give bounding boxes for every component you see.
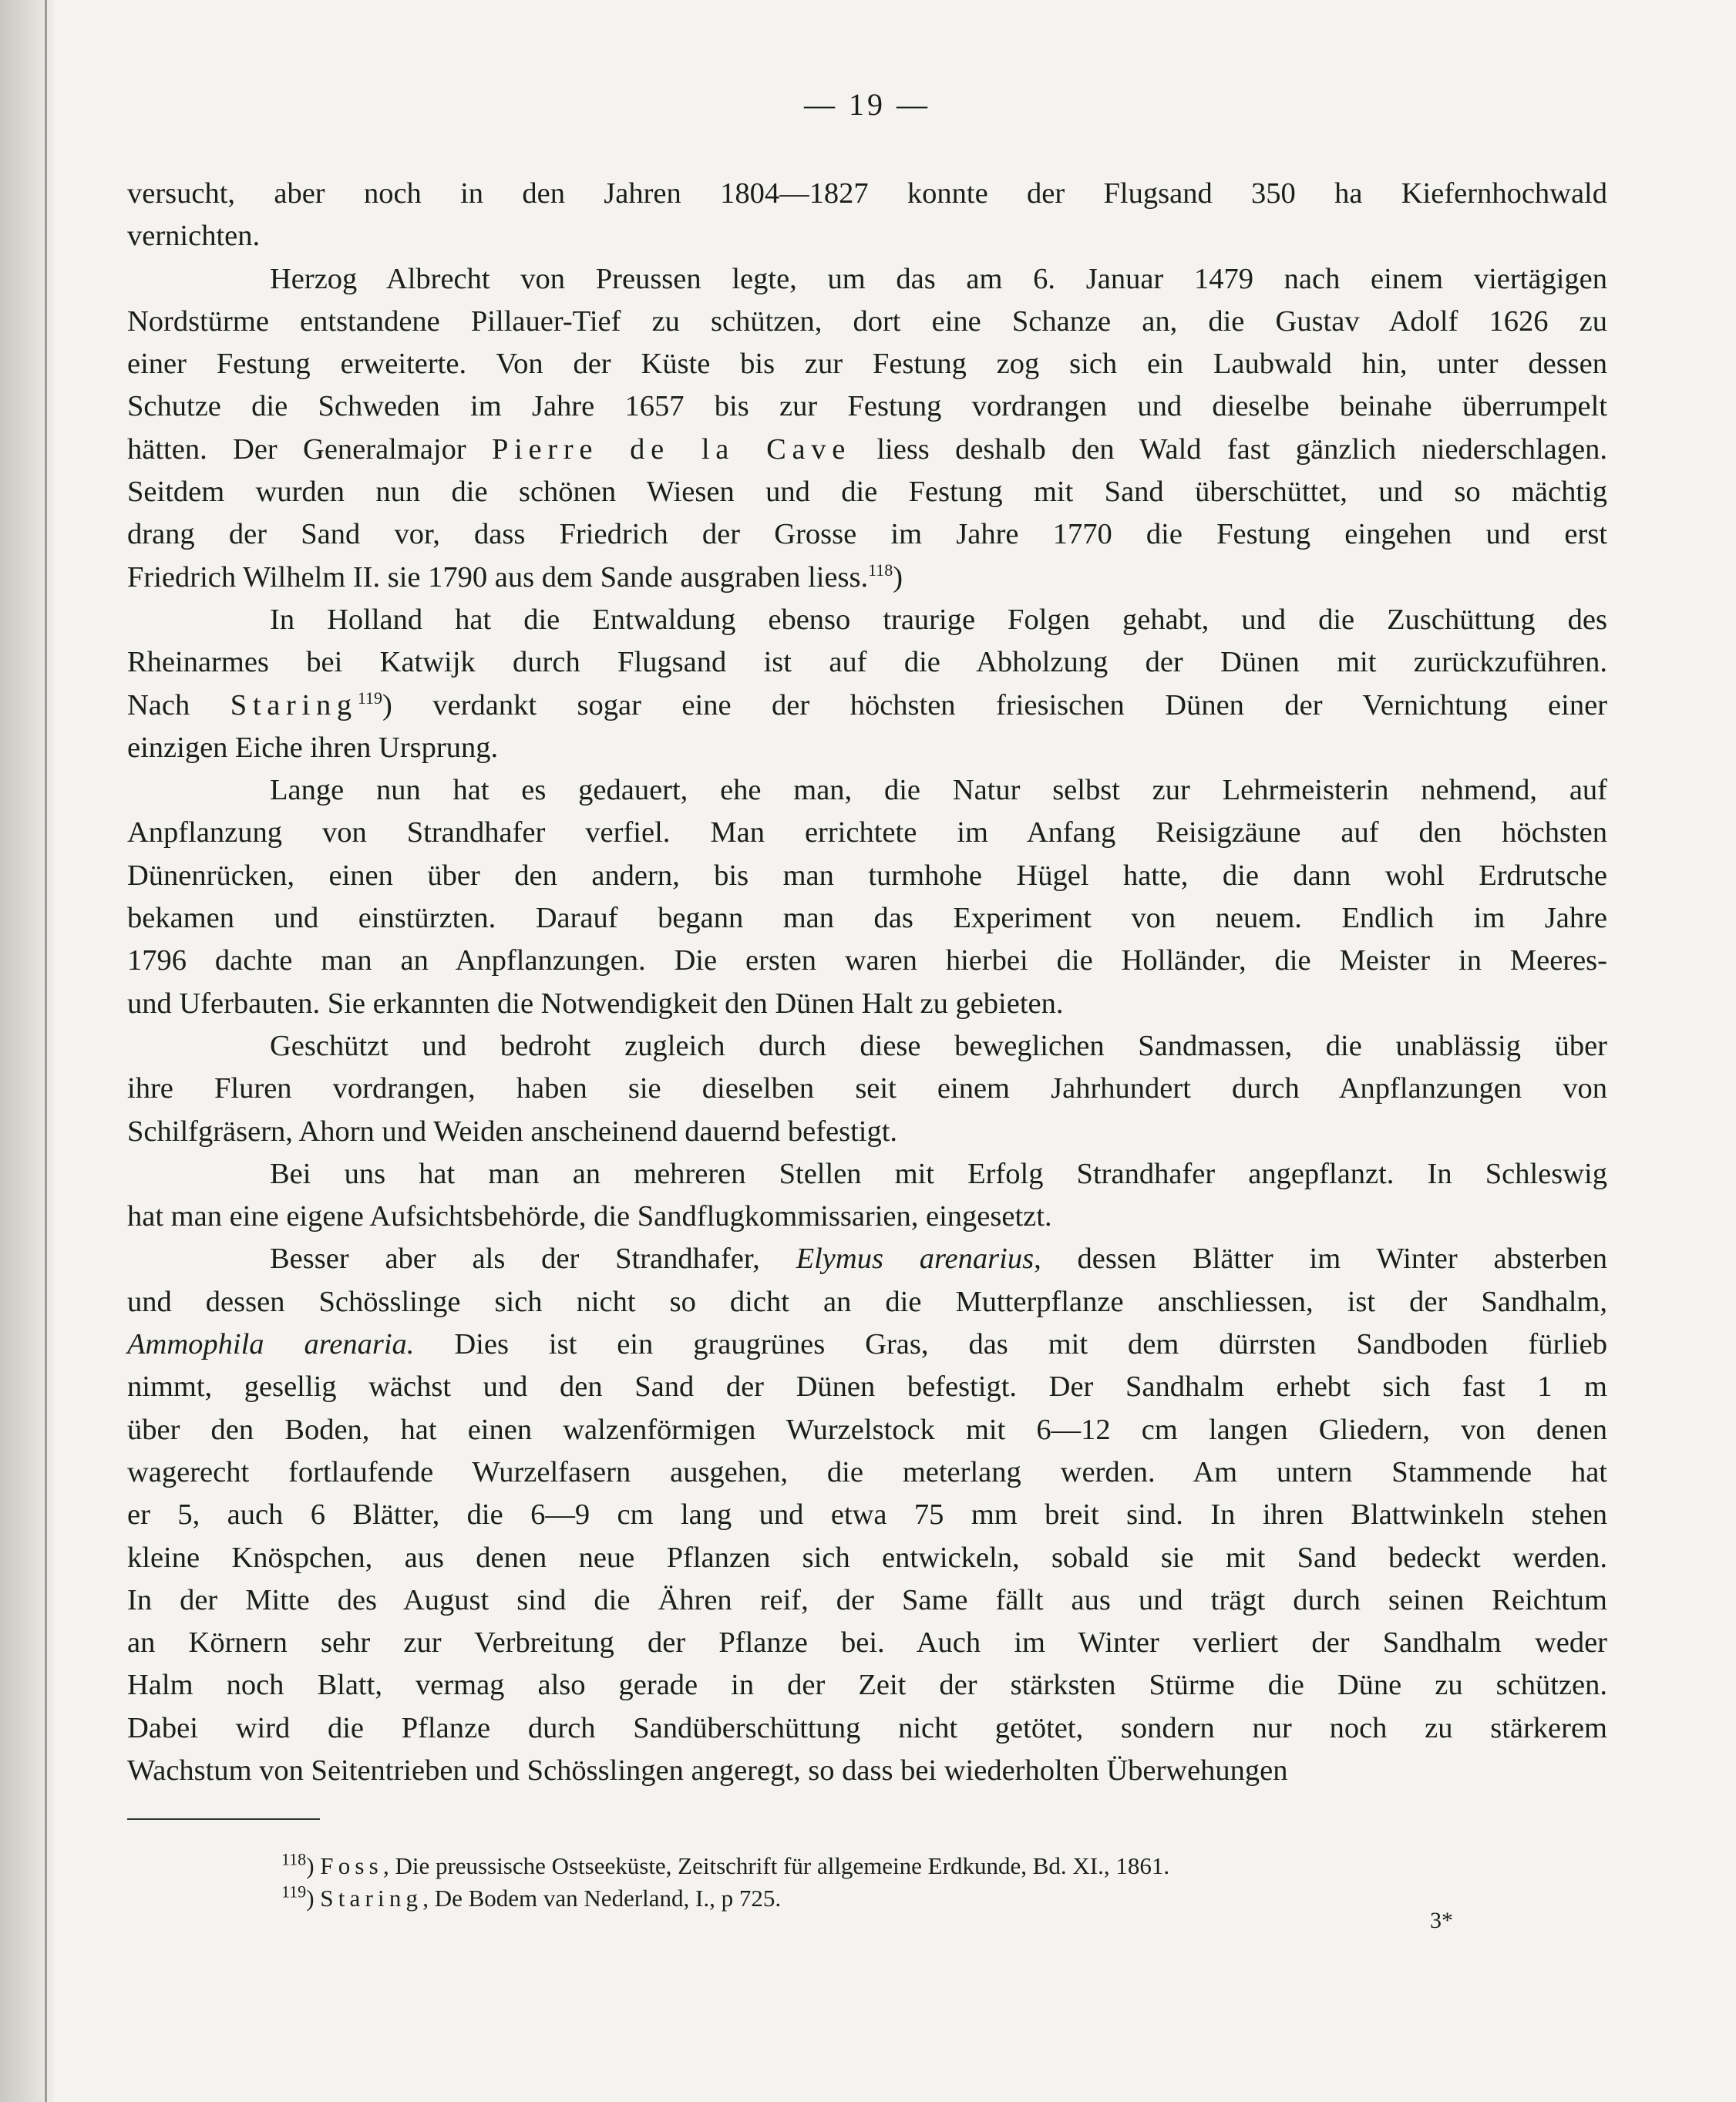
text-line: und Uferbauten. Sie erkannten die Notwendigkeit den Dünen Halt zu gebieten. bbox=[127, 987, 1064, 1020]
footnote: $^{118}$) Foss, Die preussische Ostseeküste, Zeitschrift für allgemeine Erdkunde, Bd. XI., 1861. bbox=[281, 1849, 1170, 1879]
signature-mark: 3* bbox=[1430, 1908, 1453, 1933]
footnote-author: Foss bbox=[320, 1852, 383, 1879]
footnote-ref: 118 bbox=[868, 560, 893, 580]
text-line: Schilfgräsern, Ahorn und Weiden anscheinend dauernd befestigt. bbox=[127, 1115, 898, 1148]
text-line: wagerecht fortlaufende Wurzelfasern ausgehen, die meterlang werden. Am untern Stammende hat bbox=[127, 1455, 1607, 1488]
text-line: Wachstum von Seitentrieben und Schösslingen angeregt, so dass bei wiederholten Überwehungen bbox=[127, 1754, 1288, 1787]
footnote-author: Staring bbox=[320, 1885, 423, 1912]
text-line: drang der Sand vor, dass Friedrich der Grosse im Jahre 1770 die Festung eingehen und erst bbox=[127, 518, 1607, 551]
text-line: Halm noch Blatt, vermag also gerade in der Zeit der stärksten Stürme die Düne zu schützen. bbox=[127, 1669, 1607, 1702]
text-segment: Besser aber als der Strandhafer, bbox=[270, 1243, 796, 1276]
text-line: Herzog Albrecht von Preussen legte, um das am 6. Januar 1479 nach einem viertägigen bbox=[270, 262, 1607, 295]
text-line: In Holland hat die Entwaldung ebenso traurige Folgen gehabt, und die Zuschüttung des bbox=[270, 603, 1607, 636]
text-line: bekamen und einstürzten. Darauf begann man das Experiment von neuem. Endlich im Jahre bbox=[127, 902, 1607, 935]
footnote: $^{119}$) Staring, De Bodem van Nederland, I., p 725. bbox=[281, 1882, 782, 1912]
text-line: vernichten. bbox=[127, 220, 261, 253]
footnote-text: , De Bodem van Nederland, I., p 725. bbox=[422, 1885, 782, 1912]
text-line: ihre Fluren vordrangen, haben sie dieselben seit einem Jahrhundert durch Anpflanzungen von bbox=[127, 1072, 1607, 1105]
text-line: einzigen Eiche ihren Ursprung. bbox=[127, 731, 499, 764]
text-line bbox=[127, 1238, 1607, 1280]
text-line: nimmt, gesellig wächst und den Sand der Dünen befestigt. Der Sandhalm erhebt sich fast 1 m bbox=[127, 1371, 1607, 1404]
text-line: Nordstürme entstandene Pillauer-Tief zu schützen, dort eine Schanze an, die Gustav Adolf 1626 zu bbox=[127, 304, 1607, 338]
text-segment: Nach bbox=[127, 688, 230, 721]
text-line: einer Festung erweiterte. Von der Küste bis zur Festung zog sich ein Laubwald hin, unter dessen bbox=[127, 348, 1607, 381]
text-segment: Dies ist ein graugrünes Gras, das mit dem dürrsten Sandboden fürlieb bbox=[414, 1328, 1608, 1361]
body-text bbox=[127, 173, 1607, 1792]
text-line: über den Boden, hat einen walzenförmigen Wurzelstock mit 6—12 cm langen Gliedern, von denen bbox=[127, 1413, 1607, 1446]
text-segment: Friedrich Wilhelm II. sie 1790 aus dem Sande ausgraben liess. bbox=[127, 560, 869, 594]
text-line: 1796 dachte man an Anpflanzungen. Die ersten waren hierbei die Holländer, die Meister in Meeres- bbox=[127, 944, 1607, 977]
text-segment: hätten. Der Generalmajor bbox=[127, 432, 492, 466]
text-line: Lange nun hat es gedauert, ehe man, die Natur selbst zur Lehrmeisterin nehmend, auf bbox=[270, 774, 1607, 807]
binding-edge bbox=[45, 0, 47, 2102]
text-line: an Körnern sehr zur Verbreitung der Pflanze bei. Auch im Winter verliert der Sandhalm weder bbox=[127, 1626, 1607, 1660]
text-line: versucht, aber noch in den Jahren 1804—1827 konnte der Flugsand 350 ha Kiefernhochwald bbox=[127, 177, 1607, 210]
text-line: Bei uns hat man an mehreren Stellen mit Erfolg Strandhafer angepflanzt. In Schleswig bbox=[270, 1157, 1607, 1190]
text-segment: ) verdankt sogar eine der höchsten friesischen Dünen der Vernichtung einer bbox=[382, 688, 1607, 721]
page-number: — 19 — bbox=[804, 87, 930, 122]
text-line: und dessen Schösslinge sich nicht so dicht an die Mutterpflanze anschliessen, ist der Sandhalm, bbox=[127, 1285, 1607, 1318]
species-name: Ammophila arenaria. bbox=[127, 1328, 415, 1361]
text-line: hat man eine eigene Aufsichtsbehörde, die Sandflugkommissarien, eingesetzt. bbox=[127, 1200, 1052, 1233]
footnotes bbox=[281, 1850, 1592, 1915]
footnote-divider bbox=[127, 1818, 320, 1820]
text-line: Anpflanzung von Strandhafer verfiel. Man errichtete im Anfang Reisigzäune auf den höchsten bbox=[127, 816, 1607, 849]
text-line: Dabei wird die Pflanze durch Sandüberschüttung nicht getötet, sondern nur noch zu stärkerem bbox=[127, 1711, 1607, 1744]
text-line: Seitdem wurden nun die schönen Wiesen und die Festung mit Sand überschüttet, und so mächtig bbox=[127, 476, 1607, 509]
text-line: Geschützt und bedroht zugleich durch diese beweglichen Sandmassen, die unablässig über bbox=[270, 1029, 1607, 1062]
text-line: Schutze die Schweden im Jahre 1657 bis zur Festung vordrangen und dieselbe beinahe überrumpelt bbox=[127, 390, 1607, 423]
text-segment: , dessen Blätter im Winter absterben bbox=[1034, 1243, 1608, 1276]
text-segment: ) bbox=[893, 560, 903, 594]
text-line bbox=[127, 557, 1607, 599]
footnote-ref: 119 bbox=[357, 688, 383, 708]
spaced-name: Staring bbox=[230, 688, 358, 721]
text-line: er 5, auch 6 Blätter, die 6—9 cm lang und etwa 75 mm breit sind. In ihren Blattwinkeln stehen bbox=[127, 1498, 1607, 1532]
book-page bbox=[127, 0, 1607, 2102]
footnote-number: 119 bbox=[281, 1882, 307, 1902]
text-line: Dünenrücken, einen über den andern, bis man turmhohe Hügel hatte, die dann wohl Erdrutsche bbox=[127, 859, 1607, 892]
text-line bbox=[127, 429, 1607, 471]
footnote-text: , Die preussische Ostseeküste, Zeitschrift für allgemeine Erdkunde, Bd. XI., 1861. bbox=[382, 1852, 1170, 1879]
species-name: Elymus arenarius bbox=[796, 1243, 1035, 1276]
spaced-name: Pierre de la Cave bbox=[492, 432, 852, 466]
text-line bbox=[127, 684, 1607, 727]
text-line bbox=[127, 1323, 1607, 1366]
text-line: In der Mitte des August sind die Ähren reif, der Same fällt aus und trägt durch seinen Reichtum bbox=[127, 1583, 1607, 1616]
text-segment: liess deshalb den Wald fast gänzlich niederschlagen. bbox=[851, 432, 1607, 466]
text-line: kleine Knöspchen, aus denen neue Pflanzen sich entwickeln, sobald sie mit Sand bedeckt werden. bbox=[127, 1541, 1607, 1574]
footnote-number: 118 bbox=[281, 1849, 307, 1869]
text-line: Rheinarmes bei Katwijk durch Flugsand ist auf die Abholzung der Dünen mit zurückzuführen. bbox=[127, 646, 1607, 679]
